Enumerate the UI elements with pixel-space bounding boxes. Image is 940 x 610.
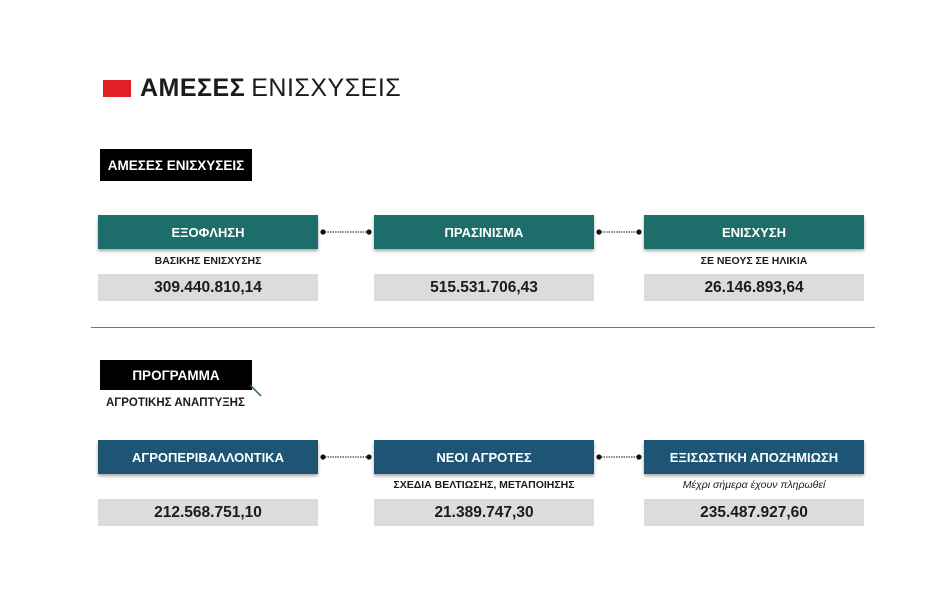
section1-connector-2 [596,227,642,237]
label-pointer-line [248,383,264,399]
section2-card2-value: 21.389.747,30 [374,499,594,526]
section1-card3-caption: ΣΕ ΝΕΟΥΣ ΣΕ ΗΛΙΚΙΑ [700,255,808,267]
section2-card2-header: ΝΕΟΙ ΑΓΡΟΤΕΣ [374,440,594,474]
section2-connector-2 [596,452,642,462]
section1-card1-caption: ΒΑΣΙΚΗΣ ΕΝΙΣΧΥΣΗΣ [154,255,262,267]
section-divider [91,327,875,328]
page-title-bold: ΑΜΕΣΕΣ [140,74,246,102]
section1-card3-value: 26.146.893,64 [644,274,864,301]
section1-label: ΑΜΕΣΕΣ ΕΝΙΣΧΥΣΕΙΣ [100,149,252,181]
section2-label: ΠΡΟΓΡΑΜΜΑ [100,360,252,390]
section2-sublabel: ΑΓΡΟΤΙΚΗΣ ΑΝΑΠΤΥΞΗΣ [106,397,245,409]
section1-connector-1 [320,227,372,237]
section2-card1-value: 212.568.751,10 [98,499,318,526]
section2-connector-1 [320,452,372,462]
section1-card1-value: 309.440.810,14 [98,274,318,301]
section2-card1-header: ΑΓΡΟΠΕΡΙΒΑΛΛΟΝΤΙΚΑ [98,440,318,474]
page-title-light: ΕΝΙΣΧΥΣΕΙΣ [251,74,402,102]
section2-card3-header: ΕΞΙΣΩΣΤΙΚΗ ΑΠΟΖΗΜΙΩΣΗ [644,440,864,474]
section1-card3-header: ΕΝΙΣΧΥΣΗ [644,215,864,249]
title-accent-square [103,80,131,97]
section2-card3-caption: Μέχρι σήμερα έχουν πληρωθεί [682,479,826,491]
section1-card1-header: ΕΞΟΦΛΗΣΗ [98,215,318,249]
section1-card2-value: 515.531.706,43 [374,274,594,301]
page-title [140,73,401,103]
section2-card3-value: 235.487.927,60 [644,499,864,526]
section1-card2-header: ΠΡΑΣΙΝΙΣΜΑ [374,215,594,249]
section2-card2-caption: ΣΧΕΔΙΑ ΒΕΛΤΙΩΣΗΣ, ΜΕΤΑΠΟΙΗΣΗΣ [393,479,575,491]
